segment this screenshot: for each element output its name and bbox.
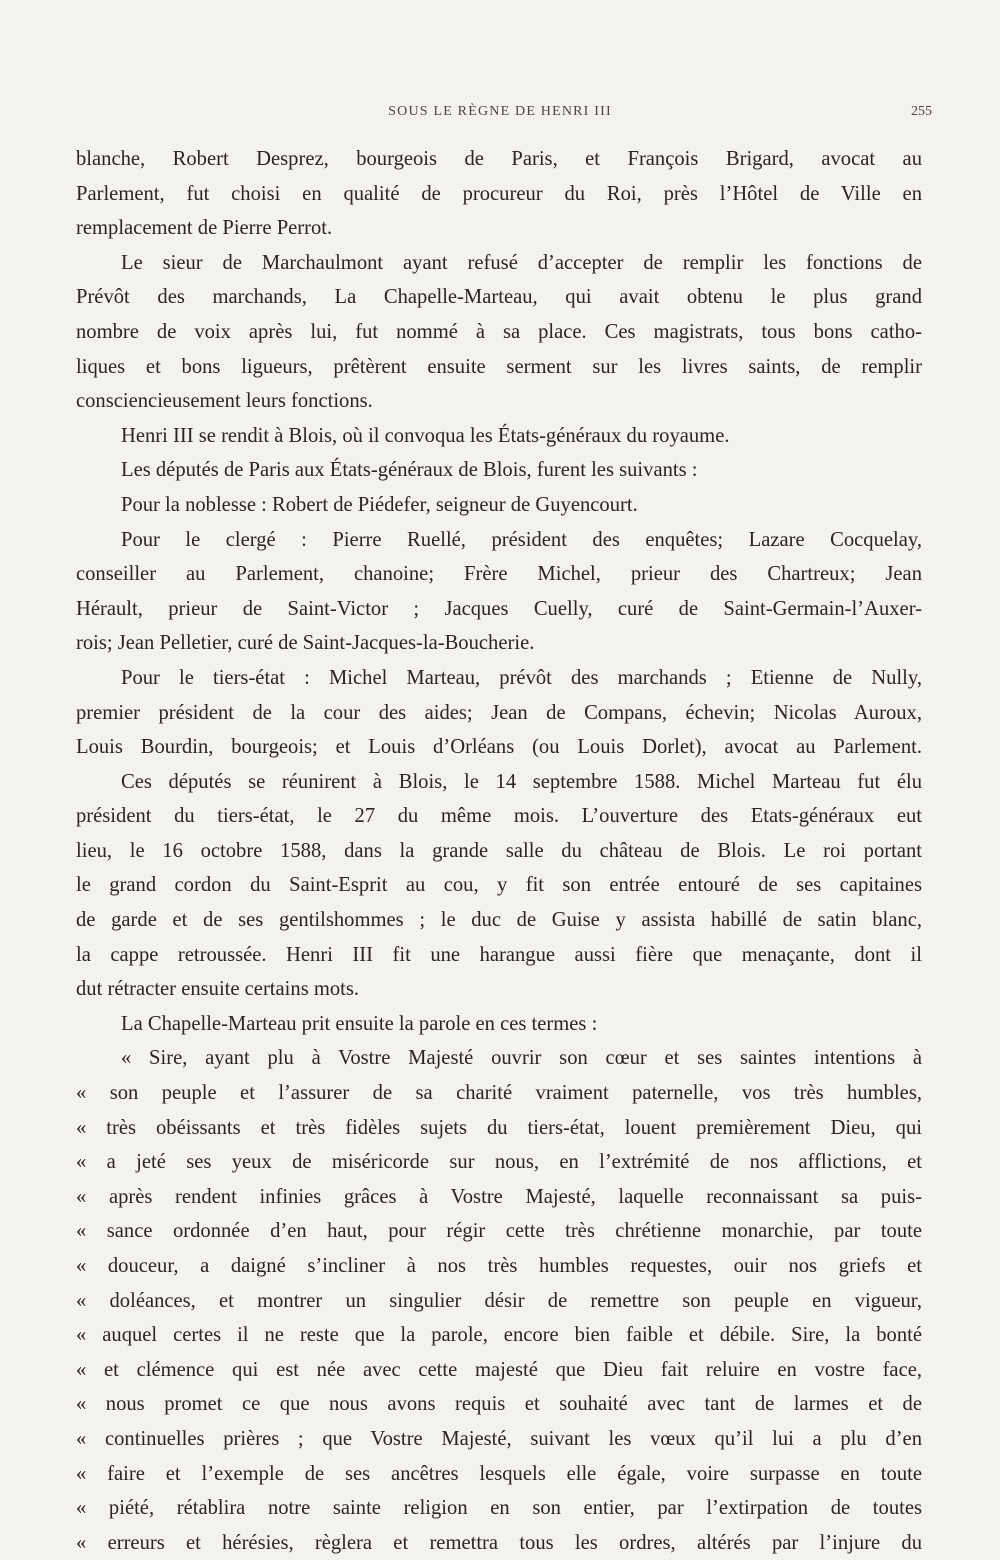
text-line: nombre de voix après lui, fut nommé à sa place. Ces magistrats, tous bons catho-: [76, 320, 922, 343]
text-line: « doléances, et montrer un singulier désir de remettre son peuple en vigueur,: [76, 1289, 922, 1312]
text-line: Prévôt des marchands, La Chapelle-Marteau, qui avait obtenu le plus grand: [76, 286, 922, 309]
page-number: 255: [911, 104, 932, 119]
text-line: conseiller au Parlement, chanoine; Frère Michel, prieur des Chartreux; Jean: [76, 563, 922, 586]
text-line: « son peuple et l’assurer de sa charité vraiment paternelle, vos très humbles,: [76, 1082, 922, 1105]
text-line: rois; Jean Pelletier, curé de Saint-Jacques-la-Boucherie.: [76, 632, 535, 655]
text-line: « auquel certes il ne reste que la parole, encore bien faible et débile. Sire, la bonté: [76, 1324, 922, 1347]
text-line: liques et bons ligueurs, prêtèrent ensuite serment sur les livres saints, de remplir: [76, 355, 922, 378]
text-line: remplacement de Pierre Perrot.: [76, 217, 333, 240]
text-line: premier président de la cour des aides; Jean de Compans, échevin; Nicolas Auroux,: [76, 701, 922, 724]
text-line: « continuelles prières ; que Vostre Majesté, suivant les vœux qu’il lui a plu d’en: [76, 1427, 922, 1450]
text-line: Louis Bourdin, bourgeois; et Louis d’Orléans (ou Louis Dorlet), avocat au Parlement.: [76, 736, 922, 759]
text-line: Ces députés se réunirent à Blois, le 14 septembre 1588. Michel Marteau fut élu: [121, 770, 922, 793]
text-line: La Chapelle-Marteau prit ensuite la parole en ces termes :: [121, 1012, 598, 1035]
text-line: « Sire, ayant plu à Vostre Majesté ouvrir son cœur et ses saintes intentions à: [121, 1047, 922, 1070]
text-line: Parlement, fut choisi en qualité de procureur du Roi, près l’Hôtel de Ville en: [76, 182, 922, 205]
text-line: la cappe retroussée. Henri III fit une harangue aussi fière que menaçante, dont il: [76, 943, 922, 966]
text-line: « très obéissants et très fidèles sujets du tiers-état, louent premièrement Dieu, qui: [76, 1116, 922, 1139]
text-line: Hérault, prieur de Saint-Victor ; Jacques Cuelly, curé de Saint-Germain-l’Auxer-: [76, 597, 922, 620]
running-title: SOUS LE RÈGNE DE HENRI III: [388, 104, 612, 119]
text-line: lieu, le 16 octobre 1588, dans la grande salle du château de Blois. Le roi portant: [76, 839, 922, 862]
text-line: « a jeté ses yeux de miséricorde sur nous, en l’extrémité de nos afflictions, et: [76, 1151, 922, 1174]
text-line: le grand cordon du Saint-Esprit au cou, y fit son entrée entouré de ses capitaines: [76, 874, 922, 897]
text-line: Henri III se rendit à Blois, où il convoqua les États-généraux du royaume.: [121, 424, 730, 447]
text-line: « et clémence qui est née avec cette majesté que Dieu fait reluire en vostre face,: [76, 1358, 922, 1381]
text-line: blanche, Robert Desprez, bourgeois de Paris, et François Brigard, avocat au: [76, 148, 922, 170]
text-line: « piété, rétablira notre sainte religion en son entier, par l’extirpation de toutes: [76, 1497, 922, 1520]
text-line: dut rétracter ensuite certains mots.: [76, 978, 360, 1001]
text-line: Pour le clergé : Pierre Ruellé, président des enquêtes; Lazare Cocquelay,: [121, 528, 922, 551]
text-line: « erreurs et hérésies, règlera et remettra tous les ordres, altérés par l’injure du: [76, 1531, 922, 1554]
text-line: Pour le tiers-état : Michel Marteau, prévôt des marchands ; Etienne de Nully,: [121, 666, 922, 689]
text-line: président du tiers-état, le 27 du même mois. L’ouverture des Etats-généraux eut: [76, 805, 922, 828]
text-line: « nous promet ce que nous avons requis et souhaité avec tant de larmes et de: [76, 1393, 922, 1416]
text-line: consciencieusement leurs fonctions.: [76, 390, 373, 413]
text-line: Le sieur de Marchaulmont ayant refusé d’accepter de remplir les fonctions de: [121, 251, 922, 274]
running-head: [0, 104, 1000, 124]
text-line: « sance ordonnée d’en haut, pour régir cette très chrétienne monarchie, par toute: [76, 1220, 922, 1243]
text-line: Pour la noblesse : Robert de Piédefer, seigneur de Guyencourt.: [121, 493, 638, 516]
body-text: [76, 142, 922, 1560]
text-line: de garde et de ses gentilshommes ; le duc de Guise y assista habillé de satin blanc,: [76, 909, 922, 932]
text-line: Les députés de Paris aux États-généraux de Blois, furent les suivants :: [121, 459, 698, 482]
text-line: « après rendent infinies grâces à Vostre Majesté, laquelle reconnaissant sa puis-: [76, 1185, 922, 1208]
text-line: « douceur, a daigné s’incliner à nos très humbles requestes, ouir nos griefs et: [76, 1255, 922, 1277]
text-line: « faire et l’exemple de ses ancêtres lesquels elle égale, voire surpasse en toute: [76, 1462, 922, 1485]
